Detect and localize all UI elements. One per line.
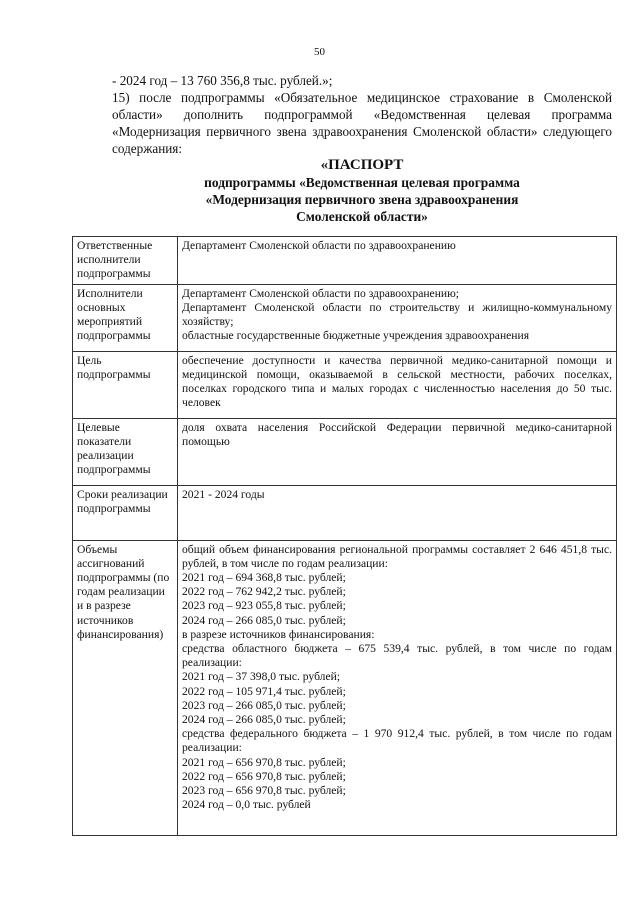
row-label: Целевые показатели реализации подпрограммы (73, 418, 178, 485)
passport-subtitle-3: Смоленской области» (296, 209, 428, 224)
intro-paragraph-15: 15) после подпрограммы «Обязательное медицинское страхование в Смоленской области» дополнить подпрограммой «Ведомственная целевая программа «Модернизация первичного звена здравоохранения Смоленской области» следующего содержания: (112, 90, 612, 156)
value-line: Департамент Смоленской области по здравоохранению (182, 239, 456, 252)
value-line: 2023 год – 266 085,0 тыс. рублей; (182, 698, 346, 712)
row-value (178, 485, 617, 540)
row-label: Цель подпрограммы (73, 351, 178, 418)
row-value (178, 237, 617, 285)
value-line: 2024 год – 266 085,0 тыс. рублей; (182, 713, 346, 727)
row-value (178, 284, 617, 351)
row-value (178, 418, 617, 485)
row-value (178, 540, 617, 835)
table-row (73, 418, 617, 485)
value-line: 2022 год – 656 970,8 тыс. рублей; (182, 769, 346, 783)
table-row (73, 237, 617, 285)
row-label: Ответственные исполнители подпрограммы (73, 237, 178, 285)
table-row (73, 485, 617, 540)
value-line: Департамент Смоленской области по здравоохранению; (182, 286, 459, 300)
intro-text (112, 72, 612, 157)
page-number: 50 (314, 46, 325, 58)
value-line: 2021 год – 656 970,8 тыс. рублей; (182, 755, 346, 769)
value-line: 2021 год – 37 398,0 тыс. рублей; (182, 670, 341, 684)
value-line: общий объем финансирования региональной программы составляет 2 646 451,8 тыс. рублей, в том числе по годам реализации: (182, 542, 612, 570)
value-line: 2022 год – 105 971,4 тыс. рублей; (182, 684, 346, 698)
value-line: 2023 год – 923 055,8 тыс. рублей; (182, 599, 346, 613)
table-row (73, 351, 617, 418)
passport-subtitle-2: «Модернизация первичного звена здравоохранения (205, 192, 519, 207)
value-line: доля охвата населения Российской Федерации первичной медико-санитарной помощью (182, 420, 612, 448)
passport-subtitle-1: подпрограммы «Ведомственная целевая программа (204, 175, 520, 190)
value-line: Департамент Смоленской области по строительству и жилищно-коммунальному хозяйству; (182, 300, 612, 329)
value-line: 2024 год – 266 085,0 тыс. рублей; (182, 613, 346, 627)
value-line: 2021 - 2024 годы (182, 487, 265, 501)
value-line: 2022 год – 762 942,2 тыс. рублей; (182, 585, 346, 599)
passport-table (72, 236, 617, 836)
value-line: областные государственные бюджетные учреждения здравоохранения (182, 329, 530, 343)
row-label: Объемы ассигнований подпрограммы (по годам реализации и в разрезе источников финансирования) (73, 540, 178, 835)
passport-heading (112, 157, 612, 225)
value-line: обеспечение доступности и качества первичной медико-санитарной помощи и медицинской помощи, оказываемой в сельской местности, рабочих поселках, поселках городского типа и малых городах с численностью населения до 50 тыс. человек (182, 353, 612, 410)
value-line: 2024 год – 0,0 тыс. рублей (182, 798, 311, 812)
value-line: 2023 год – 656 970,8 тыс. рублей; (182, 784, 346, 798)
row-label: Исполнители основных мероприятий подпрограммы (73, 284, 178, 351)
passport-title: «ПАСПОРТ (320, 157, 404, 173)
value-line: средства областного бюджета – 675 539,4 тыс. рублей, в том числе по годам реализации: (182, 642, 612, 670)
table-row (73, 540, 617, 835)
value-line: в разрезе источников финансирования: (182, 627, 375, 641)
value-line: 2021 год – 694 368,8 тыс. рублей; (182, 571, 346, 585)
row-value (178, 351, 617, 418)
intro-line-2024: - 2024 год – 13 760 356,8 тыс. рублей.»; (112, 73, 333, 88)
table-row (73, 284, 617, 351)
value-line: средства федерального бюджета – 1 970 912,4 тыс. рублей, в том числе по годам реализации: (182, 727, 612, 755)
row-label: Сроки реализации подпрограммы (73, 485, 178, 540)
